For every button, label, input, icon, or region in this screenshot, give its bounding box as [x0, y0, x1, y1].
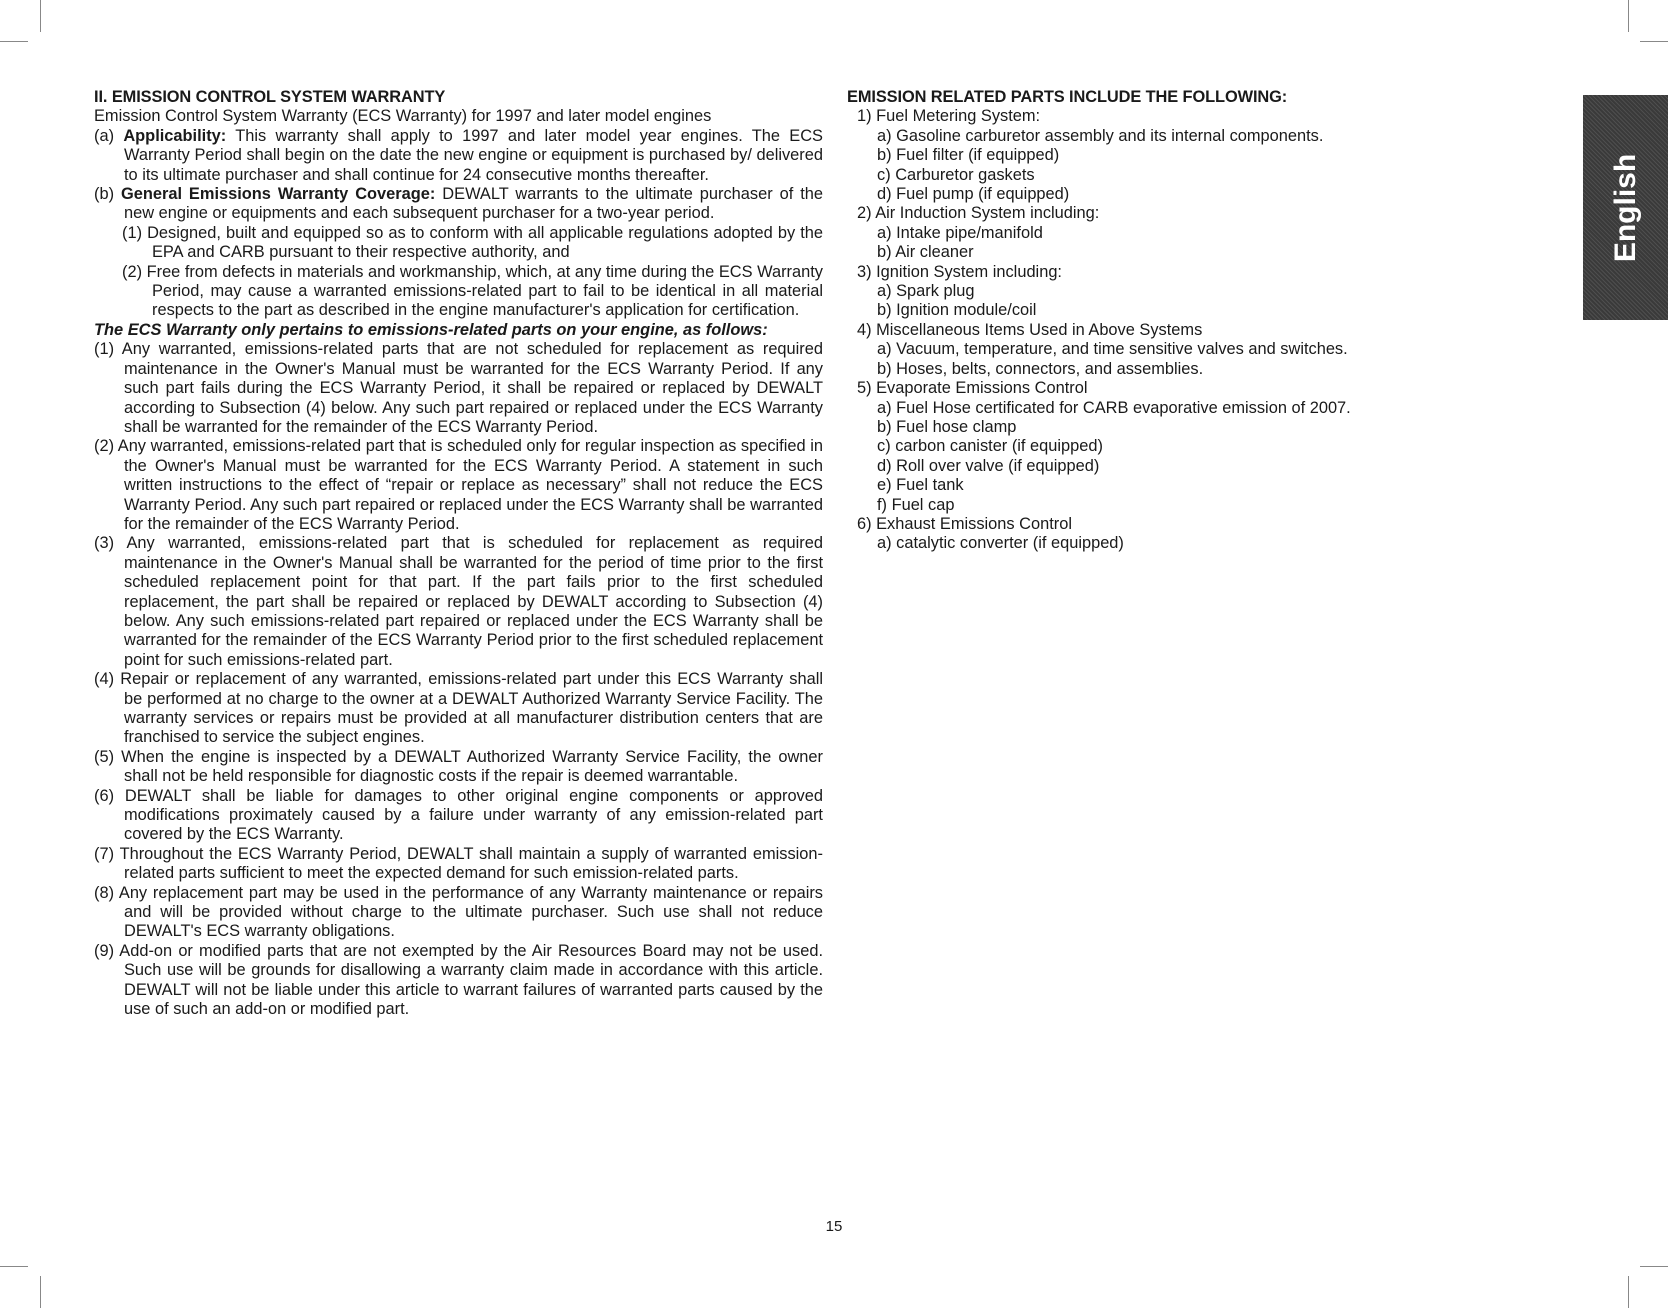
list-item: (9) Add-on or modified parts that are not exempted by the Air Resources Board may not be used. Such use will be grounds for disallowing a warranty claim made in accordance with this article. DEWALT will not be liable under this article to warrant failures of warranted parts caused by the use of such an add-on or modified part. [94, 941, 823, 1019]
intro-text: Emission Control System Warranty (ECS Warranty) for 1997 and later model engines [94, 107, 712, 126]
clause-b-label: General Emissions Warranty Coverage: [120, 185, 436, 204]
left-column [94, 88, 823, 1020]
list-item: (7) Throughout the ECS Warranty Period, DEWALT shall maintain a supply of warranted emission-related parts sufficient to meet the expected demand for such emission-related parts. [94, 844, 823, 883]
parts-item: a) Intake pipe/manifold [877, 223, 1043, 242]
clause-a-text: This warranty shall apply to 1997 and later model year engines. The ECS Warranty Period shall begin on the date the new engine or equipment is purchased by/ delivered to its ultimate purchaser and shall continue for 24 consecutive months thereafter. [124, 126, 823, 184]
parts-group [847, 263, 1407, 321]
language-tab-label: English [1608, 153, 1642, 262]
parts-group [847, 515, 1407, 554]
parts-item: a) Gasoline carburetor assembly and its internal components. [877, 126, 1324, 145]
parts-group [847, 321, 1407, 379]
parts-group-title: 5) Evaporate Emissions Control [857, 379, 1088, 398]
parts-heading: EMISSION RELATED PARTS INCLUDE THE FOLLOWING: [847, 88, 1288, 106]
parts-group [847, 379, 1407, 515]
list-item: (1) Any warranted, emissions-related parts that are not scheduled for replacement as required maintenance in the Owner's Manual must be warranted for the ECS Warranty Period. If any such part fails during the ECS Warranty Period, it shall be repaired or replaced by DEWALT according to Subsection (4) below. Any such part repaired or replaced under the ECS Warranty shall be warranted for the remainder of the ECS Warranty Period. [94, 340, 823, 436]
clause-b: (b) General Emissions Warranty Coverage: DEWALT warrants to the ultimate purchaser of the new engine or equipments and each subsequent purchaser for a two-year period. [94, 185, 823, 223]
parts-item: a) Vacuum, temperature, and time sensitive valves and switches. [877, 340, 1348, 359]
parts-item: b) Fuel filter (if equipped) [877, 146, 1060, 165]
parts-group-title: 6) Exhaust Emissions Control [857, 514, 1072, 533]
parts-group-title: 4) Miscellaneous Items Used in Above Systems [857, 320, 1203, 339]
parts-item: f) Fuel cap [877, 495, 955, 514]
crop-mark [40, 0, 41, 32]
section-heading: II. EMISSION CONTROL SYSTEM WARRANTY [94, 88, 446, 106]
parts-group-title: 1) Fuel Metering System: [857, 107, 1041, 126]
crop-mark [1628, 1276, 1629, 1308]
parts-item: c) Carburetor gaskets [877, 165, 1035, 184]
list-item: (4) Repair or replacement of any warranted, emissions-related part under this ECS Warranty shall be performed at no charge to the owner at a DEWALT Authorized Warranty Service Facility. The warranty services or repairs must be provided at all manufacturer distribution centers that are franchised to service the subject engines. [94, 670, 823, 747]
clause-b-sub-1: (1) Designed, built and equipped so as to conform with all applicable regulations adopted by the EPA and CARB pursuant to their respective authority, and [122, 223, 823, 262]
parts-item: a) catalytic converter (if equipped) [877, 534, 1124, 553]
crop-mark [1628, 0, 1629, 32]
parts-item: d) Fuel pump (if equipped) [877, 185, 1070, 204]
clause-b-text: DEWALT warrants to the ultimate purchaser of the new engine or equipments and each subsequent purchaser for a two-year period. [124, 185, 823, 223]
right-column [847, 88, 1407, 554]
crop-mark [0, 41, 28, 42]
crop-mark [0, 1266, 28, 1267]
list-item: (8) Any replacement part may be used in the performance of any Warranty maintenance or repairs and will be provided without charge to the ultimate purchaser. Such use shall not reduce DEWALT's ECS warranty obligations. [94, 883, 823, 941]
parts-group-title: 2) Air Induction System including: [857, 204, 1100, 223]
parts-item: b) Air cleaner [877, 243, 974, 262]
crop-mark [1640, 1266, 1668, 1267]
clause-a: (a) Applicability: This warranty shall apply to 1997 and later model year engines. The ECS Warranty Period shall begin on the date the new engine or equipment is purchased by/ delivered to its ultimate purchaser and shall continue for 24 consecutive months thereafter. [94, 126, 823, 184]
parts-group [847, 204, 1407, 262]
parts-item: a) Fuel Hose certificated for CARB evaporative emission of 2007. [877, 398, 1351, 417]
parts-item: d) Roll over valve (if equipped) [877, 456, 1100, 475]
clause-b-sub-2: (2) Free from defects in materials and workmanship, which, at any time during the ECS Warranty Period, may cause a warranted emissions-related part to fail to be identical in all material respects to the part as described in the engine manufacturer's application for certification. [122, 262, 823, 320]
list-item: (3) Any warranted, emissions-related part that is scheduled for replacement as required maintenance in the Owner's Manual shall be warranted for the period of time prior to the first scheduled replacement point for that part. If the part fails prior to the first scheduled replacement, the part shall be repaired or replaced by DEWALT according to Subsection (4) below. Any such emissions-related part repaired or replaced under the ECS Warranty shall be warranted for the remainder of the ECS Warranty Period prior to the first scheduled replacement point for such emissions-related part. [94, 534, 823, 669]
list-item: (2) Any warranted, emissions-related part that is scheduled only for regular inspection as specified in the Owner's Manual must be warranted for the ECS Warranty Period. A statement in such written instructions to the effect of “repair or replace as necessary” shall not reduce the ECS Warranty Period. Any such part repaired or replaced under the ECS Warranty shall be warranted for the remainder of the ECS Warranty Period. [94, 437, 823, 533]
parts-item: b) Fuel hose clamp [877, 417, 1017, 436]
warranty-note: The ECS Warranty only pertains to emissions-related parts on your engine, as follows: [94, 320, 768, 339]
crop-mark [1640, 41, 1668, 42]
parts-item: b) Ignition module/coil [877, 301, 1037, 320]
page-number: 15 [825, 1218, 843, 1235]
list-item: (6) DEWALT shall be liable for damages to other original engine components or approved modifications proximately caused by a failure under warranty of any emission-related part covered by the ECS Warranty. [94, 786, 823, 844]
clause-a-label: Applicability: [123, 126, 227, 145]
parts-group [847, 107, 1407, 204]
crop-mark [40, 1276, 41, 1308]
parts-item: b) Hoses, belts, connectors, and assemblies. [877, 359, 1204, 378]
parts-item: a) Spark plug [877, 282, 975, 301]
parts-group-title: 3) Ignition System including: [857, 262, 1062, 281]
parts-item: c) carbon canister (if equipped) [877, 437, 1103, 456]
list-item: (5) When the engine is inspected by a DEWALT Authorized Warranty Service Facility, the owner shall not be held responsible for diagnostic costs if the repair is deemed warrantable. [94, 747, 823, 786]
language-tab [1583, 95, 1668, 320]
parts-item: e) Fuel tank [877, 476, 964, 495]
